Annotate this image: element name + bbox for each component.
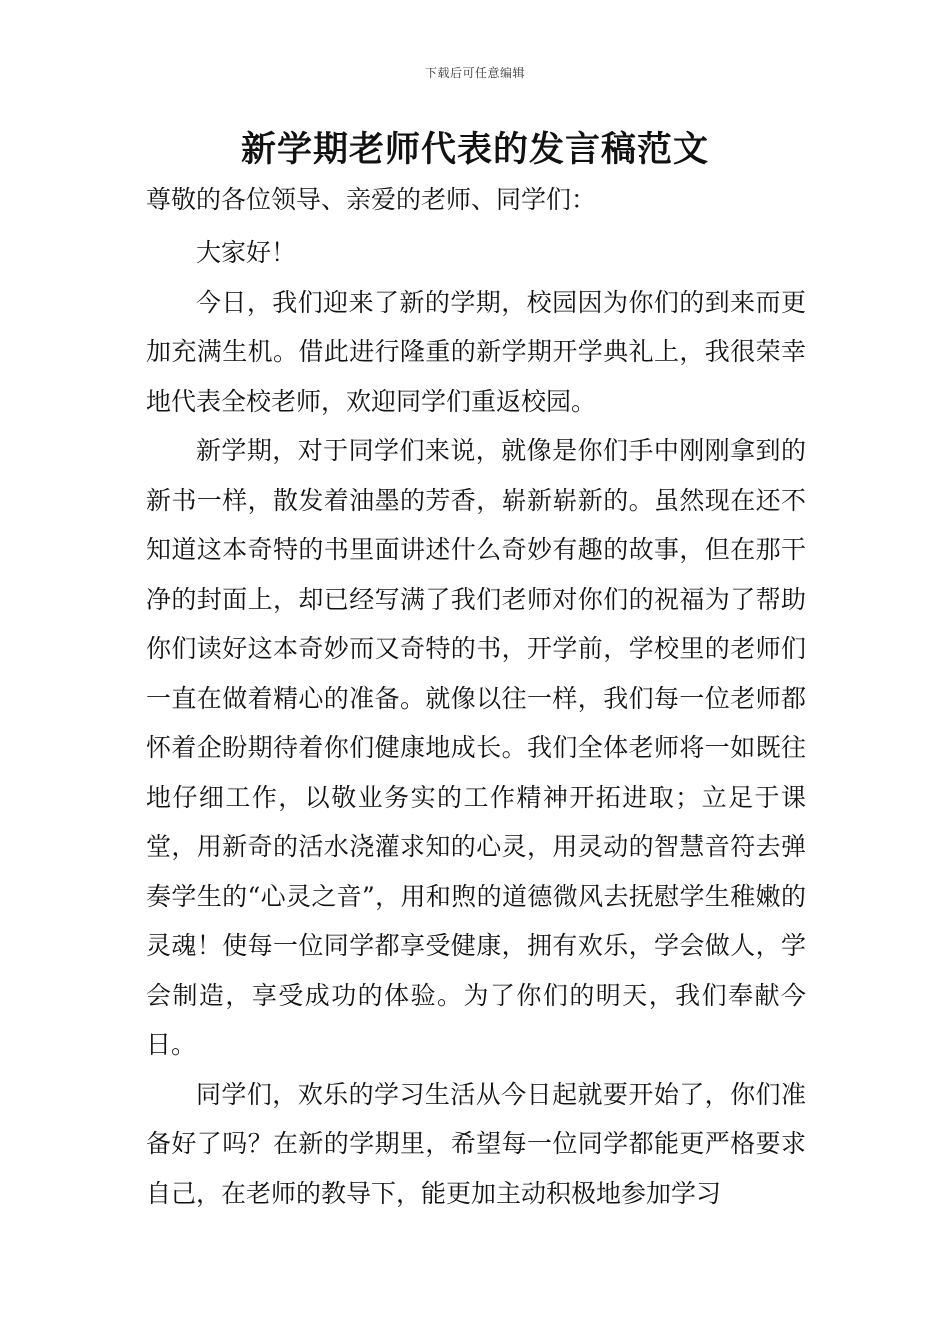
paragraph: 同学们，欢乐的学习生活从今日起就要开始了，你们准备好了吗？在新的学期里，希望每一位同学都能更严格要求自己，在老师的教导下，能更加主动积极地参加学习 [146, 1079, 806, 1208]
paragraph: 新学期，对于同学们来说，就像是你们手中刚刚拿到的新书一样，散发着油墨的芳香，崭新崭新的。虽然现在还不知道这本奇特的书里面讲述什么奇妙有趣的故事，但在那干净的封面上，却已经写满了我们老师对你们的祝福为了帮助你们读好这本奇妙而又奇特的书，开学前，学校里的老师们一直在做着精心的准备。就像以往一样，我们每一位老师都怀着企盼期待着你们健康地成长。我们全体老师将一如既往地仔细工作，以敬业务实的工作精神开拓进取；立足于课堂，用新奇的活水浇灌求知的心灵，用灵动的智慧音符去弹奏学生的“心灵之音”，用和煦的道德微风去抚慰学生稚嫩的灵魂！使每一位同学都享受健康，拥有欢乐，学会做人，学会制造，享受成功的体验。为了你们的明天，我们奉献今日。 [146, 436, 806, 1059]
document-title: 新学期老师代表的发言稿范文 [240, 130, 709, 170]
greeting-line: 尊敬的各位领导、亲爱的老师、同学们： [146, 185, 597, 214]
paragraph-salutation: 大家好！ [196, 238, 297, 267]
header-note: 下载后可任意编辑 [424, 66, 525, 80]
document-body [146, 228, 806, 1218]
paragraph: 今日，我们迎来了新的学期，校园因为你们的到来而更加充满生机。借此进行隆重的新学期开学典礼上，我很荣幸地代表全校老师，欢迎同学们重返校园。 [146, 287, 806, 416]
